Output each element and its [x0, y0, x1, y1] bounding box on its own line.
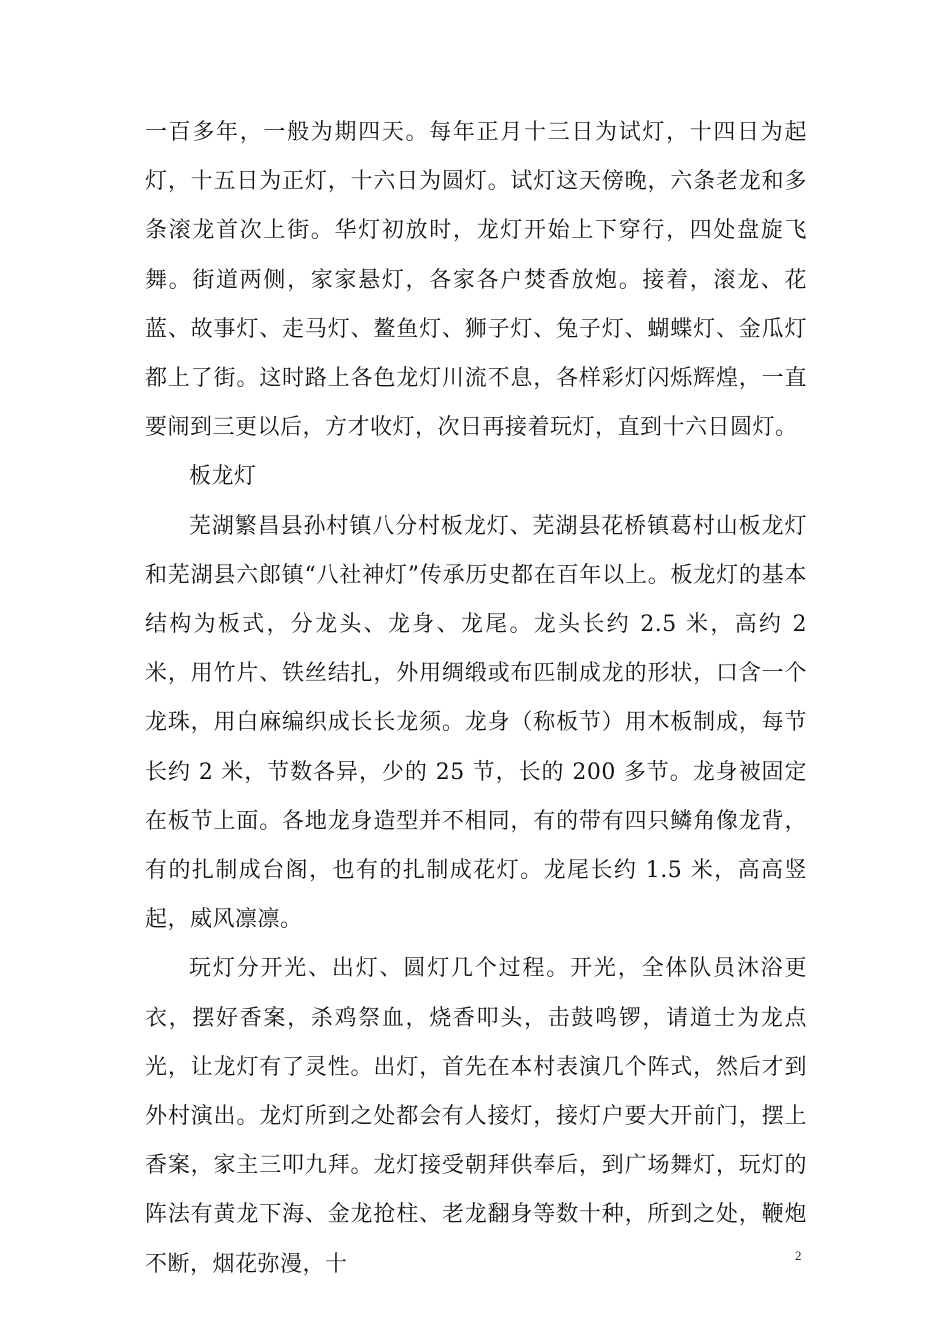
section-heading-board-dragon-lantern: 板龙灯 [189, 464, 257, 490]
page-number: 2 [795, 1248, 802, 1263]
page-body [145, 108, 807, 1289]
paragraph-lantern-ritual: 玩灯分开光、出灯、圆灯几个过程。开光，全体队员沐浴更衣，摆好香案，杀鸡祭血，烧香叩头，击鼓鸣锣，请道士为龙点光，让龙灯有了灵性。出灯，首先在本村表演几个阵式，然后才到外村演出。龙灯所到之处都会有人接灯，接灯户要大开前门，摆上香案，家主三叩九拜。龙灯接受朝拜供奉后，到广场舞灯，玩灯的阵法有黄龙下海、金龙抢柱、老龙翻身等数十种，所到之处，鞭炮不断，烟花弥漫，十 [145, 956, 807, 1277]
paragraph-lantern-schedule: 一百多年，一般为期四天。每年正月十三日为试灯，十四日为起灯，十五日为正灯，十六日为圆灯。试灯这天傍晚，六条老龙和多条滚龙首次上街。华灯初放时，龙灯开始上下穿行，四处盘旋飞舞。街道两侧，家家悬灯，各家各户焚香放炮。接着，滚龙、花蓝、故事灯、走马灯、鳌鱼灯、狮子灯、兔子灯、蝴蝶灯、金瓜灯都上了街。这时路上各色龙灯川流不息，各样彩灯闪烁辉煌，一直要闹到三更以后，方才收灯，次日再接着玩灯，直到十六日圆灯。 [145, 120, 807, 441]
paragraph-board-dragon-structure: 芜湖繁昌县孙村镇八分村板龙灯、芜湖县花桥镇葛村山板龙灯和芜湖县六郎镇“八社神灯”传承历史都在百年以上。板龙灯的基本结构为板式，分龙头、龙身、龙尾。龙头长约 2.5 米，高约 2 米，用竹片、铁丝结扎，外用绸缎或布匹制成龙的形状，口含一个龙珠，用白麻编织成长长龙须。龙身（称板节）用木板制成，每节长约 2 米，节数各异，少的 25 节，长的 200 多节。龙身被固定在板节上面。各地龙身造型并不相同，有的带有四只鳞角像龙背，有的扎制成台阁，也有的扎制成花灯。龙尾长约 1.5 米，高高竖起，威风凛凛。 [145, 513, 807, 933]
